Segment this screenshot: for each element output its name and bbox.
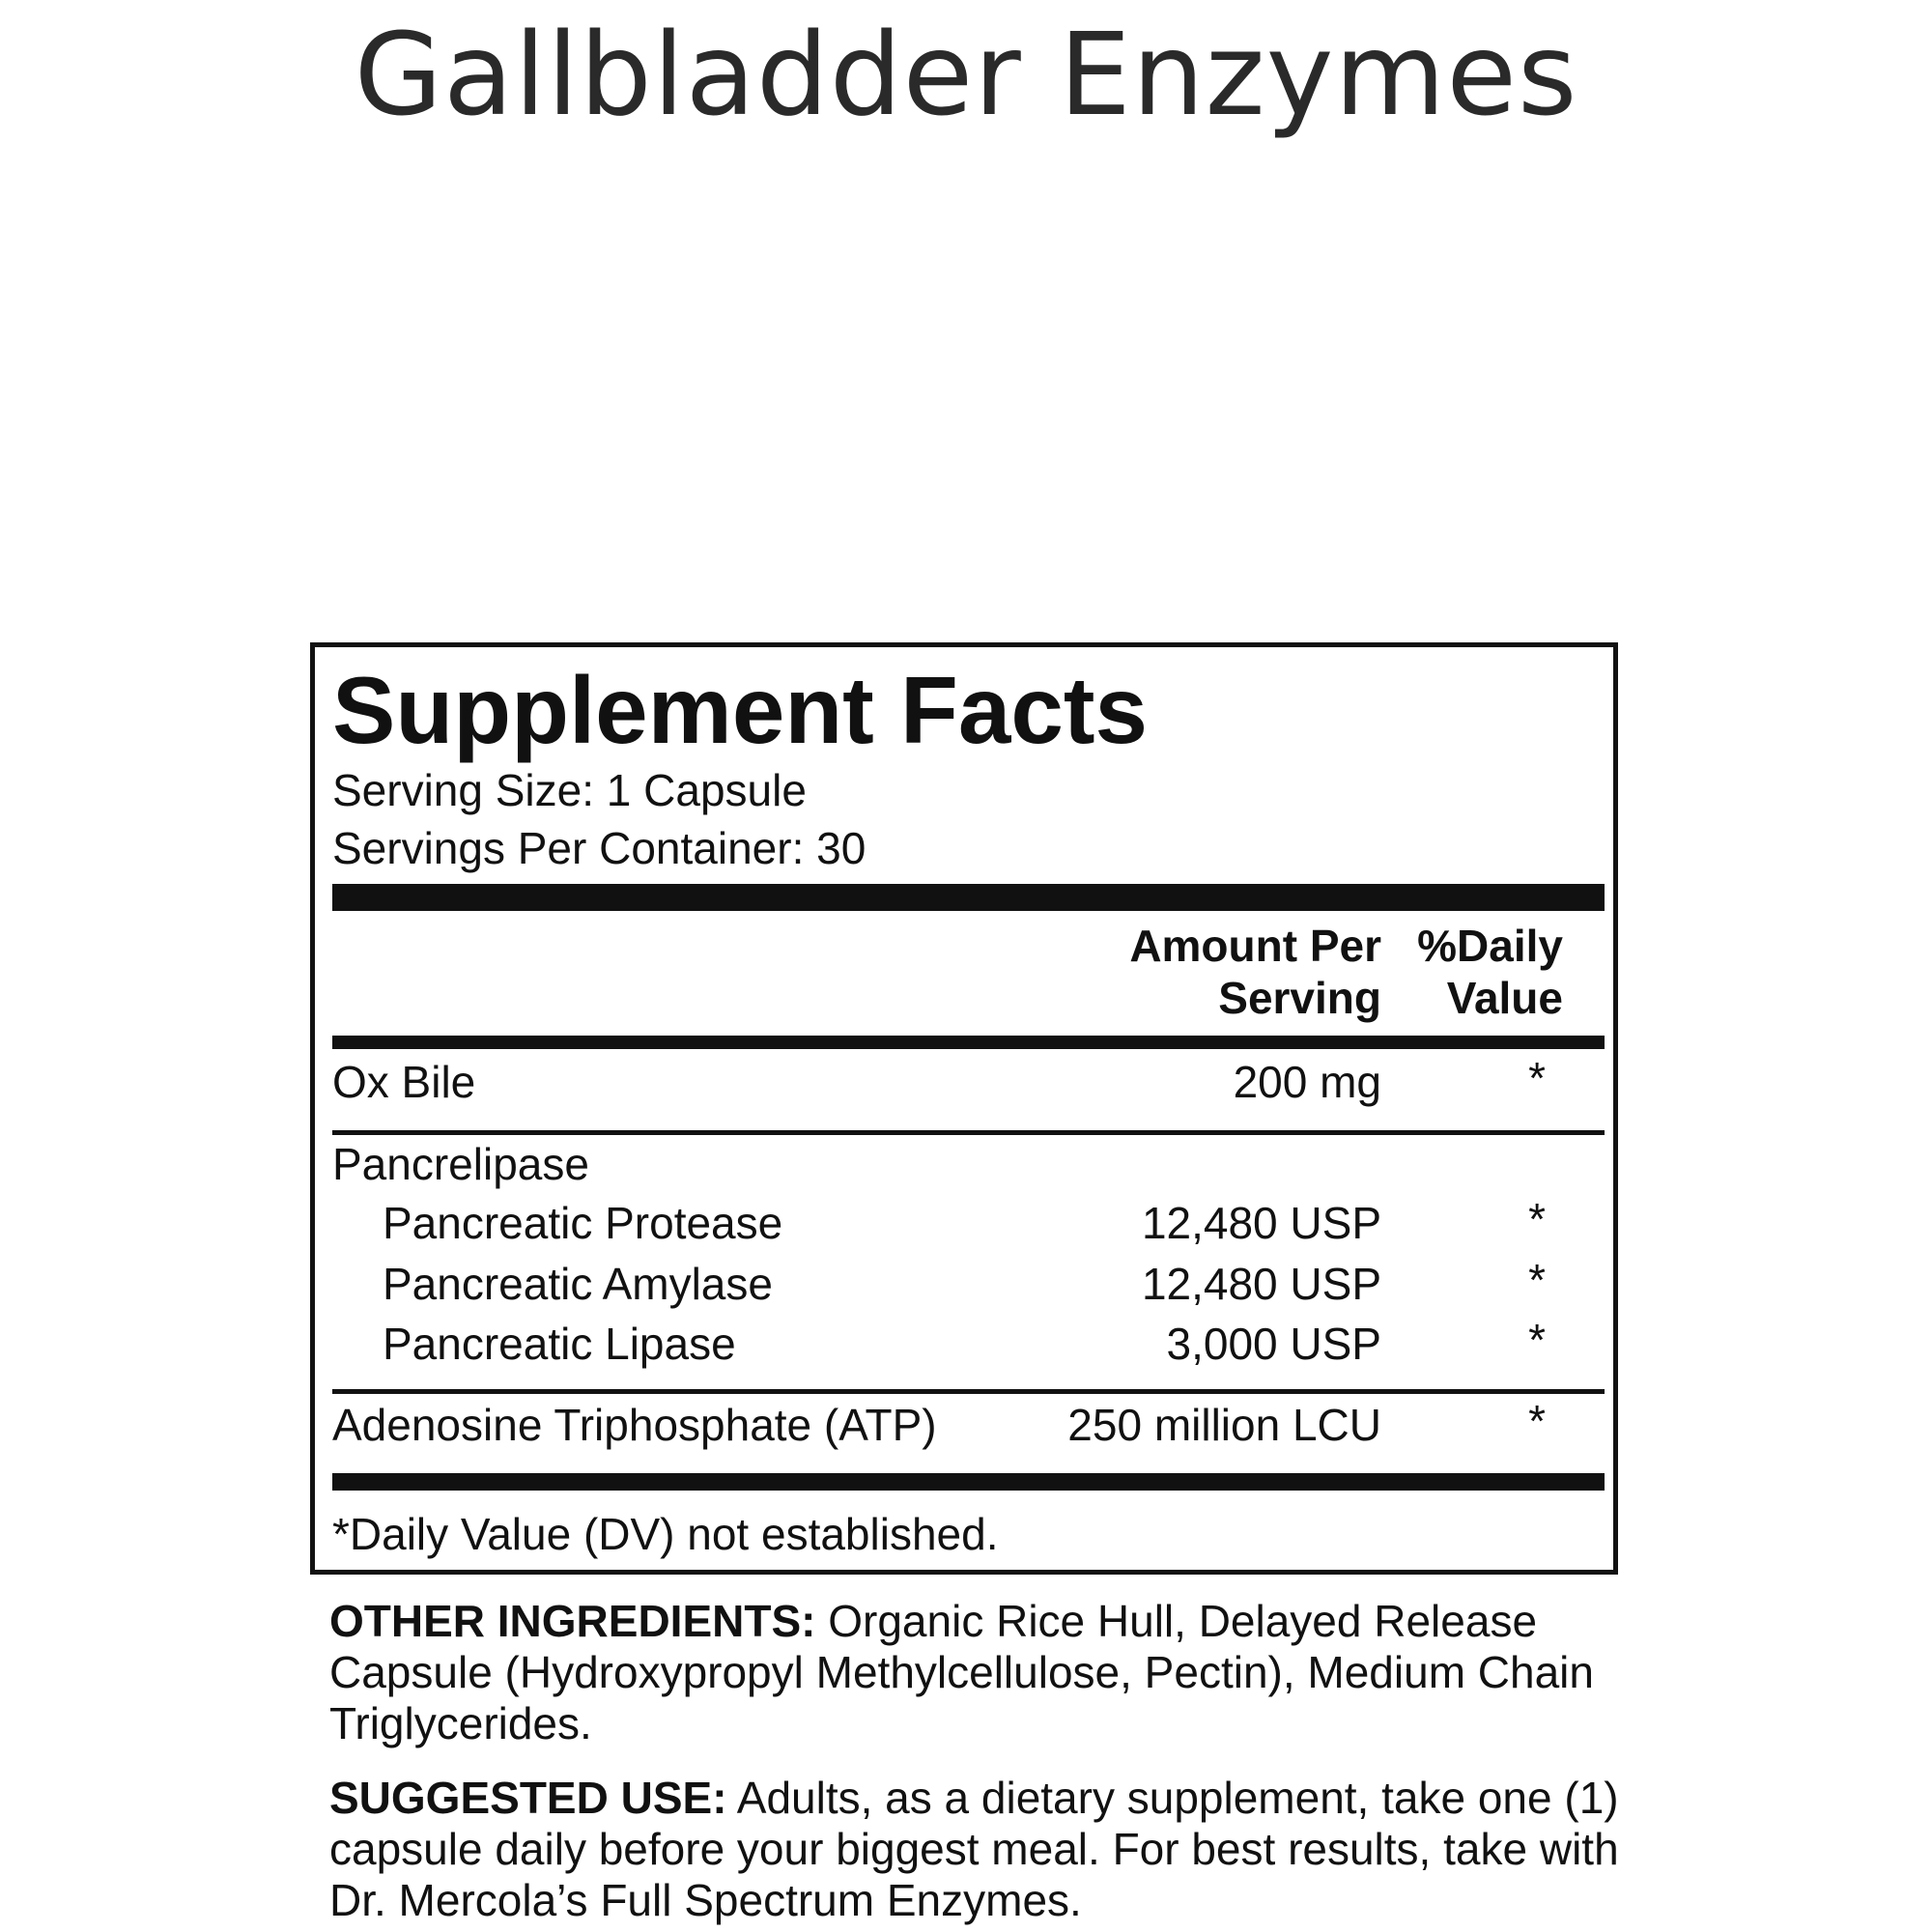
other-ingredients-text: Organic Rice Hull, Delayed Release Capsule (Hydroxypropyl Methylcellulose, Pectin), Medium Chain Triglycerides.	[329, 1596, 1594, 1748]
ingredient-daily-value: *	[1528, 1194, 1546, 1244]
ingredient-amount: 12,480 USP	[1141, 1259, 1381, 1309]
product-title: Gallbladder Enzymes	[354, 8, 1578, 141]
servings-per-container: Servings Per Container: 30	[332, 823, 867, 873]
dv-header-line-1: %Daily	[1417, 921, 1563, 971]
ingredient-amount: 12,480 USP	[1141, 1198, 1381, 1248]
serving-size: Serving Size: 1 Capsule	[332, 765, 807, 815]
medium-divider	[332, 1036, 1605, 1049]
facts-title: Supplement Facts	[332, 657, 1149, 763]
other-ingredients-label: OTHER INGREDIENTS:	[329, 1596, 816, 1646]
ingredient-group-name: Pancrelipase	[332, 1139, 589, 1189]
ingredient-name: Adenosine Triphosphate (ATP)	[332, 1400, 937, 1450]
ingredient-amount: 3,000 USP	[1166, 1319, 1381, 1369]
ingredient-amount: 200 mg	[1233, 1057, 1381, 1107]
ingredient-name: Pancreatic Lipase	[383, 1319, 736, 1369]
thin-divider	[332, 1389, 1605, 1394]
thick-divider-bottom	[332, 1473, 1605, 1491]
amount-header-line-1: Amount Per	[1129, 921, 1381, 971]
ingredient-daily-value: *	[1528, 1053, 1546, 1103]
suggested-use	[329, 1773, 1624, 1926]
thin-divider	[332, 1130, 1605, 1135]
ingredient-name: Pancreatic Amylase	[383, 1259, 773, 1309]
suggested-use-text: Adults, as a dietary supplement, take one (1) capsule daily before your biggest meal. For best results, take with Dr. Mercola’s Full Spectrum Enzymes.	[329, 1773, 1619, 1925]
supplement-facts-panel	[310, 642, 1618, 1575]
dv-header-line-2: Value	[1446, 973, 1563, 1023]
ingredient-daily-value: *	[1528, 1396, 1546, 1446]
thick-divider-top	[332, 884, 1605, 911]
ingredient-name: Pancreatic Protease	[383, 1198, 783, 1248]
ingredient-daily-value: *	[1528, 1255, 1546, 1305]
ingredient-name: Ox Bile	[332, 1057, 476, 1107]
daily-value-footnote: *Daily Value (DV) not established.	[332, 1509, 999, 1559]
other-ingredients	[329, 1596, 1624, 1749]
amount-header-line-2: Serving	[1218, 973, 1381, 1023]
amount-per-serving-header	[1129, 920, 1381, 1024]
ingredient-daily-value: *	[1528, 1315, 1546, 1365]
suggested-use-label: SUGGESTED USE:	[329, 1773, 727, 1823]
daily-value-header	[1417, 920, 1563, 1024]
ingredient-amount: 250 million LCU	[1067, 1400, 1381, 1450]
